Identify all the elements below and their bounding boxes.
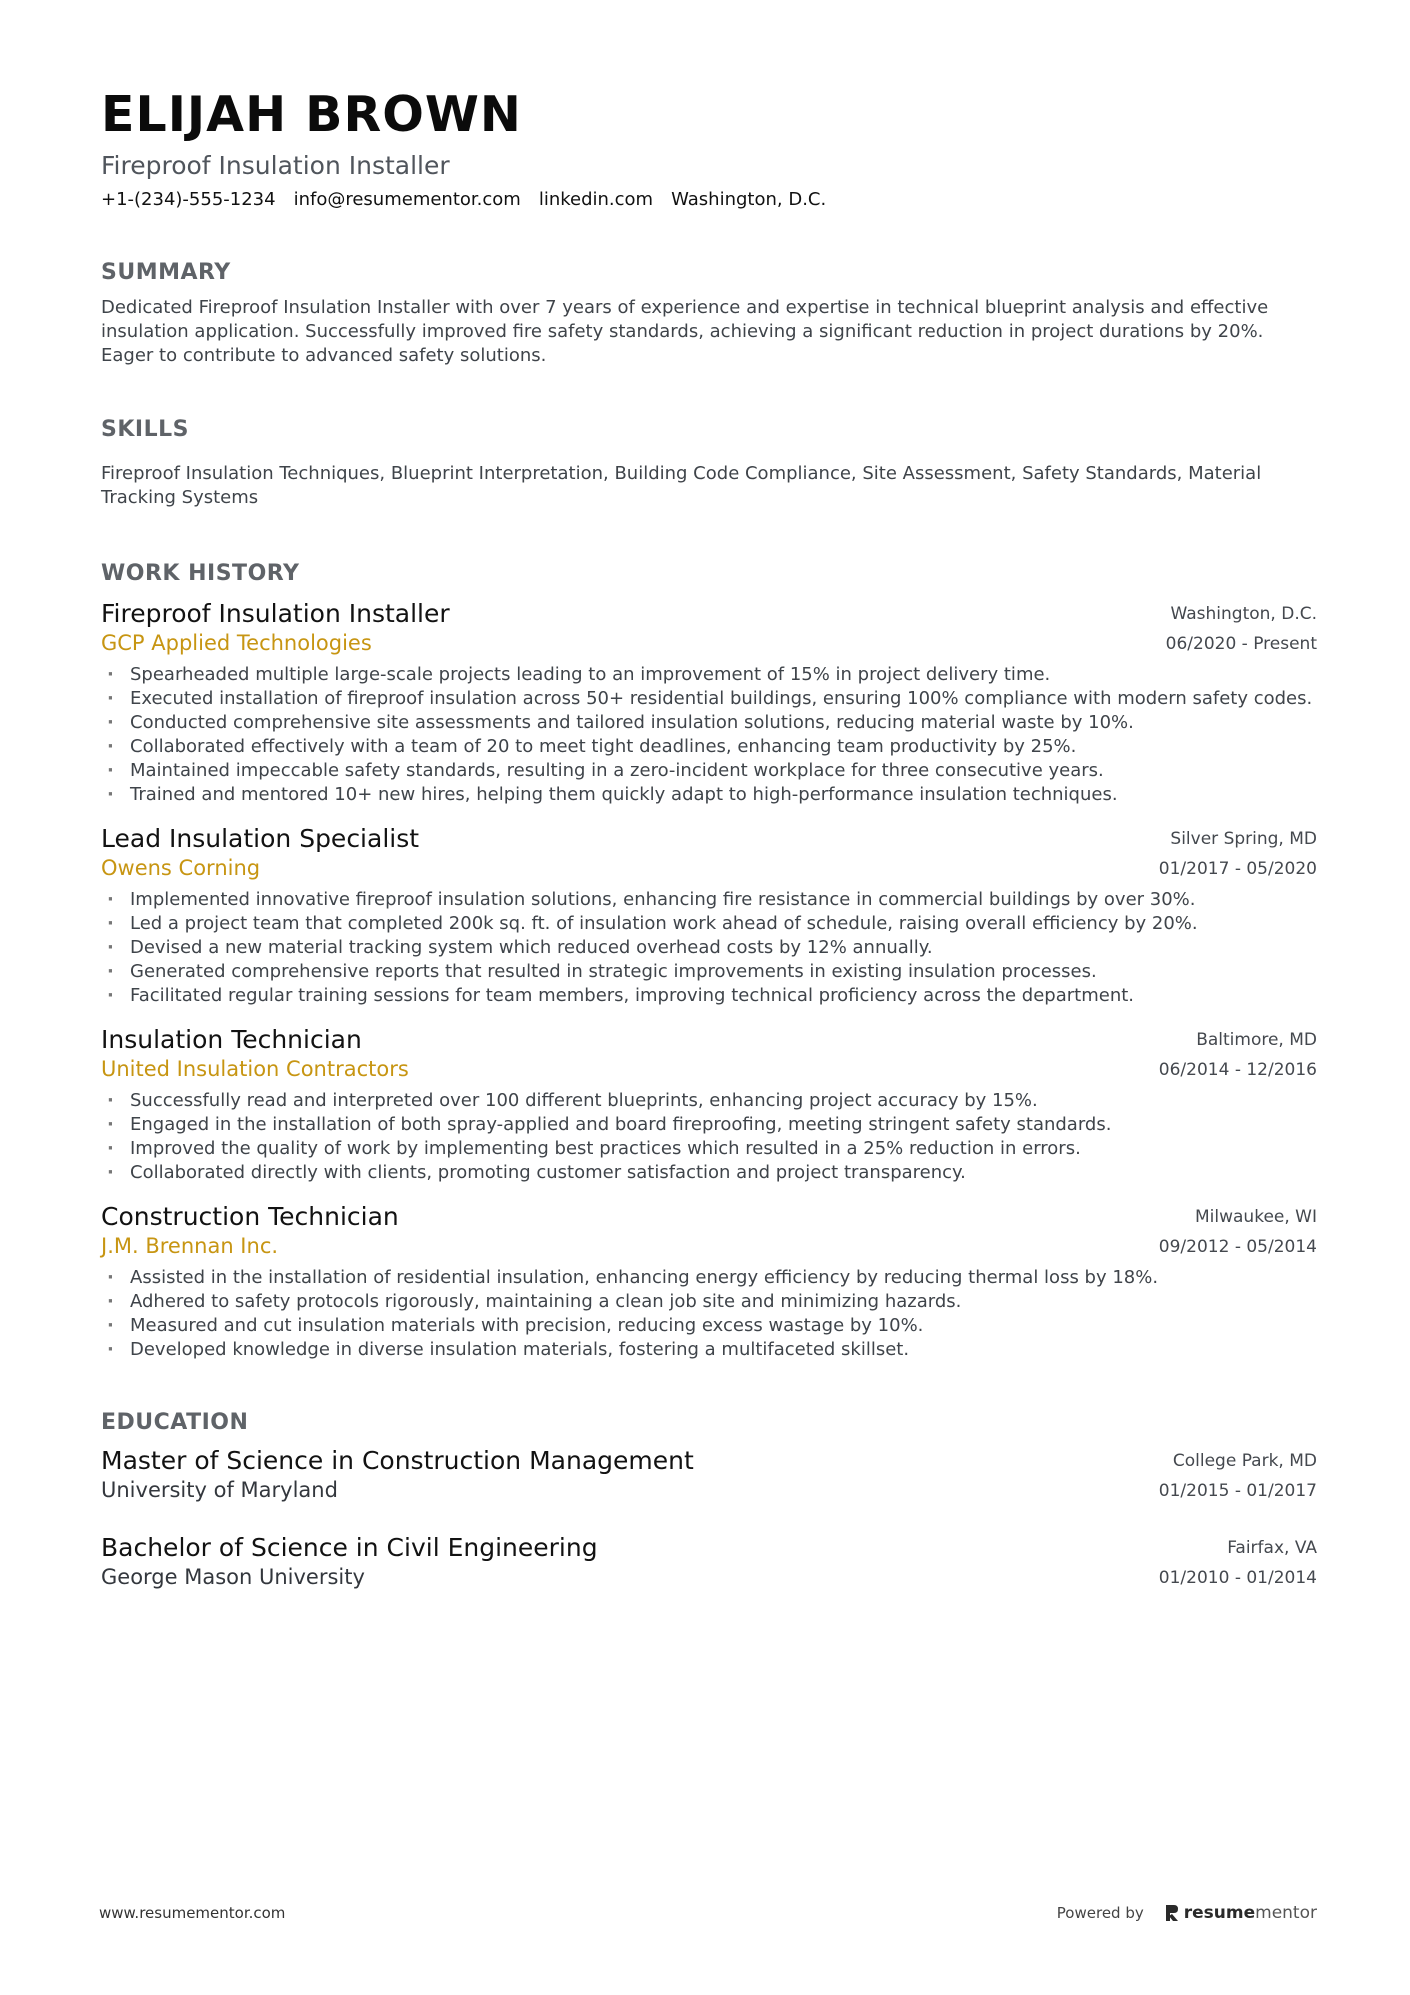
job-bullet: · Engaged in the installation of both spray-applied and board fireproofing, meeting stringent safety standards. (101, 1113, 1317, 1137)
job-bullets (101, 1089, 1317, 1185)
page-footer (99, 1903, 1317, 1923)
job-bullet: · Adhered to safety protocols rigorously, maintaining a clean job site and minimizing hazards. (101, 1290, 1317, 1314)
job-bullet: · Trained and mentored 10+ new hires, helping them quickly adapt to high-performance insulation techniques. (101, 783, 1317, 807)
education-school: George Mason University (101, 1565, 365, 1589)
job-title: Fireproof Insulation Installer (101, 599, 450, 628)
job-bullet: · Generated comprehensive reports that resulted in strategic improvements in existing insulation processes. (101, 960, 1317, 984)
job-entry (101, 824, 1317, 1008)
job-bullet: · Executed installation of fireproof insulation across 50+ residential buildings, ensuring 100% compliance with modern safety codes. (101, 687, 1317, 711)
job-bullet: · Measured and cut insulation materials with precision, reducing excess wastage by 10%. (101, 1314, 1317, 1338)
job-bullet: · Assisted in the installation of residential insulation, enhancing energy efficiency by reducing thermal loss by 18%. (101, 1266, 1317, 1290)
section-heading-summary: SUMMARY (101, 260, 231, 285)
resume-header (101, 80, 1317, 212)
job-dates: 09/2012 - 05/2014 (1158, 1237, 1317, 1257)
contact-phone: +1-(234)-555-1234 (101, 189, 276, 210)
job-bullet: · Facilitated regular training sessions for team members, improving technical proficiency across the department. (101, 984, 1317, 1008)
job-bullets (101, 663, 1317, 807)
contact-linkedin[interactable]: linkedin.com (538, 189, 654, 210)
job-location: Silver Spring, MD (1170, 829, 1317, 849)
education-degree: Master of Science in Construction Management (101, 1446, 694, 1475)
education-location: College Park, MD (1172, 1451, 1317, 1471)
work-history-section (101, 560, 1317, 1362)
education-entry (101, 1446, 1317, 1506)
job-location: Washington, D.C. (1170, 604, 1317, 624)
education-entry (101, 1533, 1317, 1593)
summary-section (101, 259, 1317, 368)
education-dates: 01/2015 - 01/2017 (1158, 1481, 1317, 1501)
skills-section (101, 416, 1317, 510)
skills-text: Fireproof Insulation Techniques, Blueprint Interpretation, Building Code Compliance, Site Assessment, Safety Standards, Material Tracking Systems (101, 463, 1262, 508)
section-heading-work-history: WORK HISTORY (101, 561, 300, 586)
job-bullets (101, 888, 1317, 1008)
job-bullets (101, 1266, 1317, 1362)
job-entry (101, 1202, 1317, 1362)
job-company: GCP Applied Technologies (101, 631, 372, 655)
education-section (101, 1409, 1317, 1593)
job-company: Owens Corning (101, 856, 261, 880)
brand-name-light: mentor (1255, 1903, 1317, 1923)
contact-location: Washington, D.C. (671, 189, 827, 210)
contact-email[interactable]: info@resumementor.com (293, 189, 521, 210)
job-bullet: · Improved the quality of work by implementing best practices which resulted in a 25% reduction in errors. (101, 1137, 1317, 1161)
resumementor-logo-icon (1164, 1903, 1180, 1923)
job-bullet: · Devised a new material tracking system which reduced overhead costs by 12% annually. (101, 936, 1317, 960)
education-location: Fairfax, VA (1227, 1538, 1317, 1558)
education-degree: Bachelor of Science in Civil Engineering (101, 1533, 598, 1562)
job-bullet: · Collaborated effectively with a team of 20 to meet tight deadlines, enhancing team productivity by 25%. (101, 735, 1317, 759)
job-bullet: · Maintained impeccable safety standards, resulting in a zero-incident workplace for three consecutive years. (101, 759, 1317, 783)
job-bullet: · Implemented innovative fireproof insulation solutions, enhancing fire resistance in commercial buildings by over 30%. (101, 888, 1317, 912)
job-bullet: · Successfully read and interpreted over 100 different blueprints, enhancing project accuracy by 15%. (101, 1089, 1317, 1113)
job-company: J.M. Brennan Inc. (101, 1234, 279, 1258)
brand-logo[interactable] (1164, 1903, 1317, 1923)
education-school: University of Maryland (101, 1478, 338, 1502)
brand-name-bold: resume (1183, 1903, 1256, 1923)
job-entry (101, 599, 1317, 807)
summary-text: Dedicated Fireproof Insulation Installer with over 7 years of experience and expertise in technical blueprint analysis and effective insulation application. Successfully improved fire safety standards, achieving a significant reduction in project durations by 20%. Eager to contribute to advanced safety solutions. (101, 297, 1269, 366)
job-location: Baltimore, MD (1196, 1030, 1317, 1050)
resume-page (101, 80, 1317, 1593)
job-dates: 06/2020 - Present (1165, 634, 1317, 654)
job-bullet: · Led a project team that completed 200k sq. ft. of insulation work ahead of schedule, raising overall efficiency by 20%. (101, 912, 1317, 936)
job-dates: 06/2014 - 12/2016 (1158, 1060, 1317, 1080)
section-heading-education: EDUCATION (101, 1410, 249, 1435)
job-bullet: · Collaborated directly with clients, promoting customer satisfaction and project transparency. (101, 1161, 1317, 1185)
footer-url[interactable]: www.resumementor.com (99, 1904, 286, 1922)
powered-by-label: Powered by (1056, 1904, 1144, 1922)
candidate-name: ELIJAH BROWN (101, 86, 522, 143)
education-dates: 01/2010 - 01/2014 (1158, 1568, 1317, 1588)
powered-by (1057, 1903, 1317, 1923)
job-location: Milwaukee, WI (1195, 1207, 1317, 1227)
job-entry (101, 1025, 1317, 1185)
section-heading-skills: SKILLS (101, 417, 189, 442)
job-dates: 01/2017 - 05/2020 (1158, 859, 1317, 879)
job-title: Lead Insulation Specialist (101, 824, 420, 853)
job-title: Insulation Technician (101, 1025, 362, 1054)
job-bullet: · Developed knowledge in diverse insulation materials, fostering a multifaceted skillset. (101, 1338, 1317, 1362)
job-bullet: · Conducted comprehensive site assessments and tailored insulation solutions, reducing material waste by 10%. (101, 711, 1317, 735)
job-bullet: · Spearheaded multiple large-scale projects leading to an improvement of 15% in project delivery time. (101, 663, 1317, 687)
candidate-title: Fireproof Insulation Installer (101, 151, 450, 180)
job-title: Construction Technician (101, 1202, 399, 1231)
contact-line (101, 188, 1317, 212)
job-company: United Insulation Contractors (101, 1057, 409, 1081)
